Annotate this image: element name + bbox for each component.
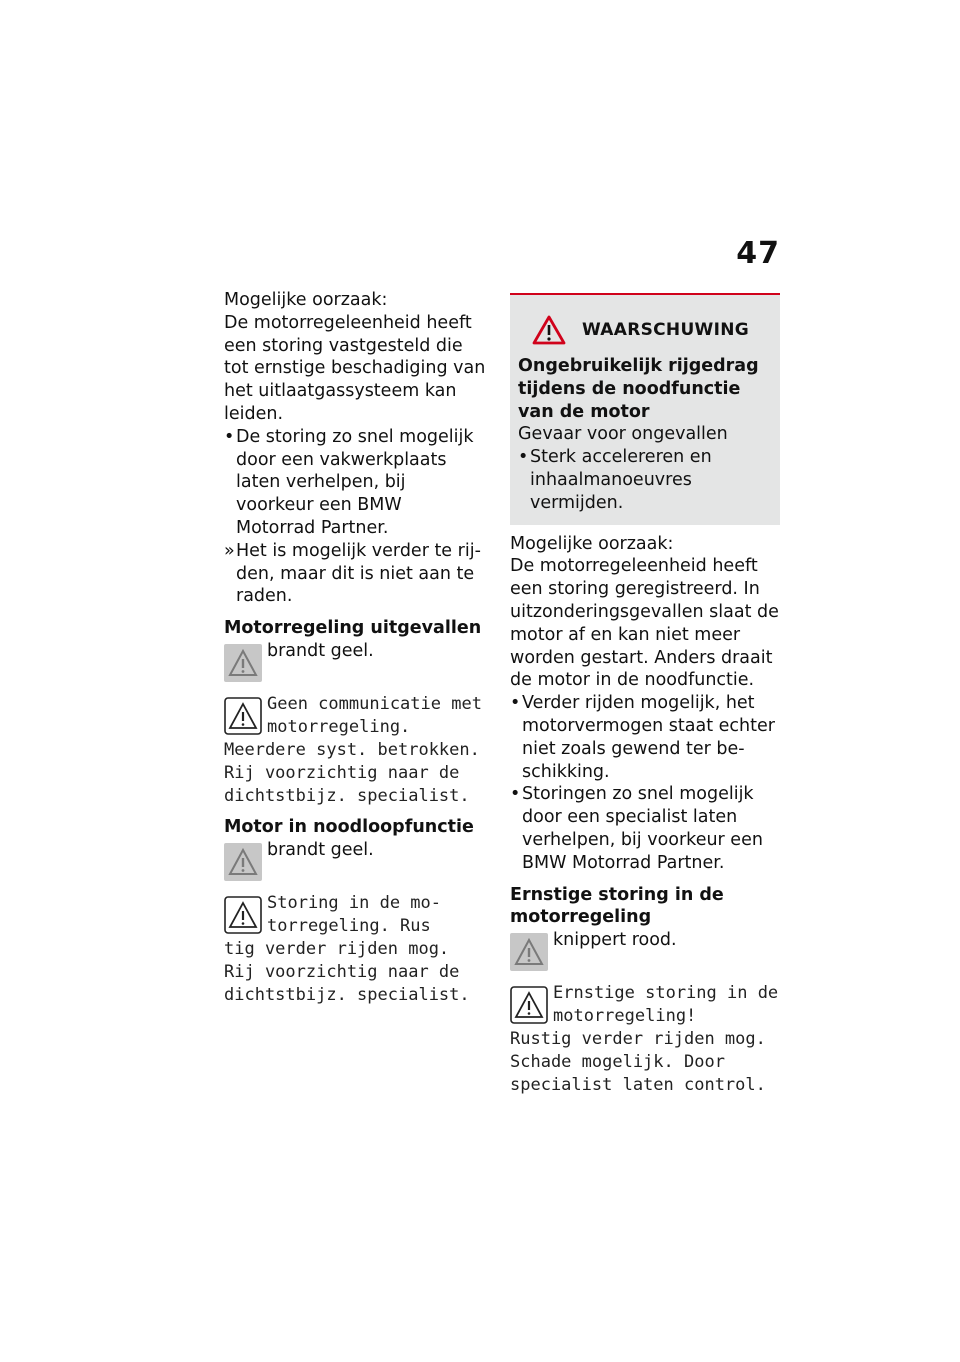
indicator-row	[510, 929, 780, 973]
list-item: • Sterk accelereren en inhaalmanoeuvres vermijden.	[518, 447, 712, 513]
cause-text: De motorregeleenheid heeft een storing vastgesteld die tot ernstige beschadiging van het uitlaatgassysteem kan leiden.	[224, 312, 486, 424]
warning-triangle-outline-icon	[224, 896, 262, 934]
warning-subtitle: Ongebruikelijk rijgedrag tijdens de noodfunctie van de motor	[518, 356, 759, 422]
section-heading: Motor in noodloopfunctie	[224, 817, 474, 838]
indicator-text: knippert rood.	[553, 930, 677, 951]
right-column	[510, 293, 780, 1097]
warning-triangle-icon	[224, 644, 262, 682]
result-arrow-icon: »	[224, 540, 235, 561]
bullet-icon: •	[510, 784, 521, 805]
list-item: • Verder rijden mogelijk, het motorvermogen staat echter niet zoals gewend ter beschikking.	[510, 693, 775, 782]
warning-title: WAARSCHUWING	[582, 319, 750, 340]
warning-triangle-outline-icon	[510, 986, 548, 1024]
cause-label: Mogelijke oorzaak:	[224, 290, 388, 310]
result-note: » Het is mogelijk verder te rijden, maar dit is niet aan te raden.	[224, 540, 481, 607]
indicator-row	[224, 839, 486, 883]
warning-triangle-icon	[224, 843, 262, 881]
left-column	[224, 289, 486, 1007]
display-message: Geen communicatie met motorregeling. Meerdere syst. betrokken. Rij voorzichtig naar de dichtstbijz. specialist.	[224, 693, 482, 806]
list-item: • De storing zo snel mogelijk door een vakwerkplaats laten verhelpen, bij voorkeur een BMW Motorrad Partner.	[224, 426, 474, 538]
bullet-icon: •	[510, 693, 521, 714]
bullet-icon: •	[224, 426, 235, 447]
display-message: Storing in de motorregeling. Rus tig verder rijden mog. Rij voorzichtig naar de dichtstbijz. specialist.	[224, 893, 470, 1005]
section-heading: Motorregeling uitgevallen	[224, 618, 482, 639]
section-heading: Ernstige storing in de motorregeling	[510, 884, 724, 928]
warning-risk: Gevaar voor ongevallen	[518, 424, 728, 445]
cause-label: Mogelijke oorzaak:	[510, 533, 674, 554]
warning-box	[510, 293, 780, 525]
warning-red-triangle-icon	[532, 315, 566, 345]
list-item: • Storingen zo snel mogelijk door een specialist laten verhelpen, bij voorkeur een BMW Motorrad Partner.	[510, 784, 763, 873]
indicator-row	[224, 640, 486, 684]
warning-triangle-outline-icon	[224, 697, 262, 735]
cause-text: De motorregeleenheid heeft een storing geregistreerd. In uitzonderingsgevallen slaat de motor af en kan niet meer worden gestart. Anders draait de motor in de noodfunctie.	[510, 556, 779, 691]
page-number: 47	[736, 236, 780, 271]
indicator-text: brandt geel.	[267, 840, 374, 861]
display-message: Ernstige storing in de motorregeling! Rustig verder rijden mog. Schade mogelijk. Door specialist laten control.	[510, 983, 779, 1095]
warning-triangle-icon	[510, 933, 548, 971]
bullet-icon: •	[518, 447, 529, 468]
indicator-text: brandt geel.	[267, 640, 374, 661]
